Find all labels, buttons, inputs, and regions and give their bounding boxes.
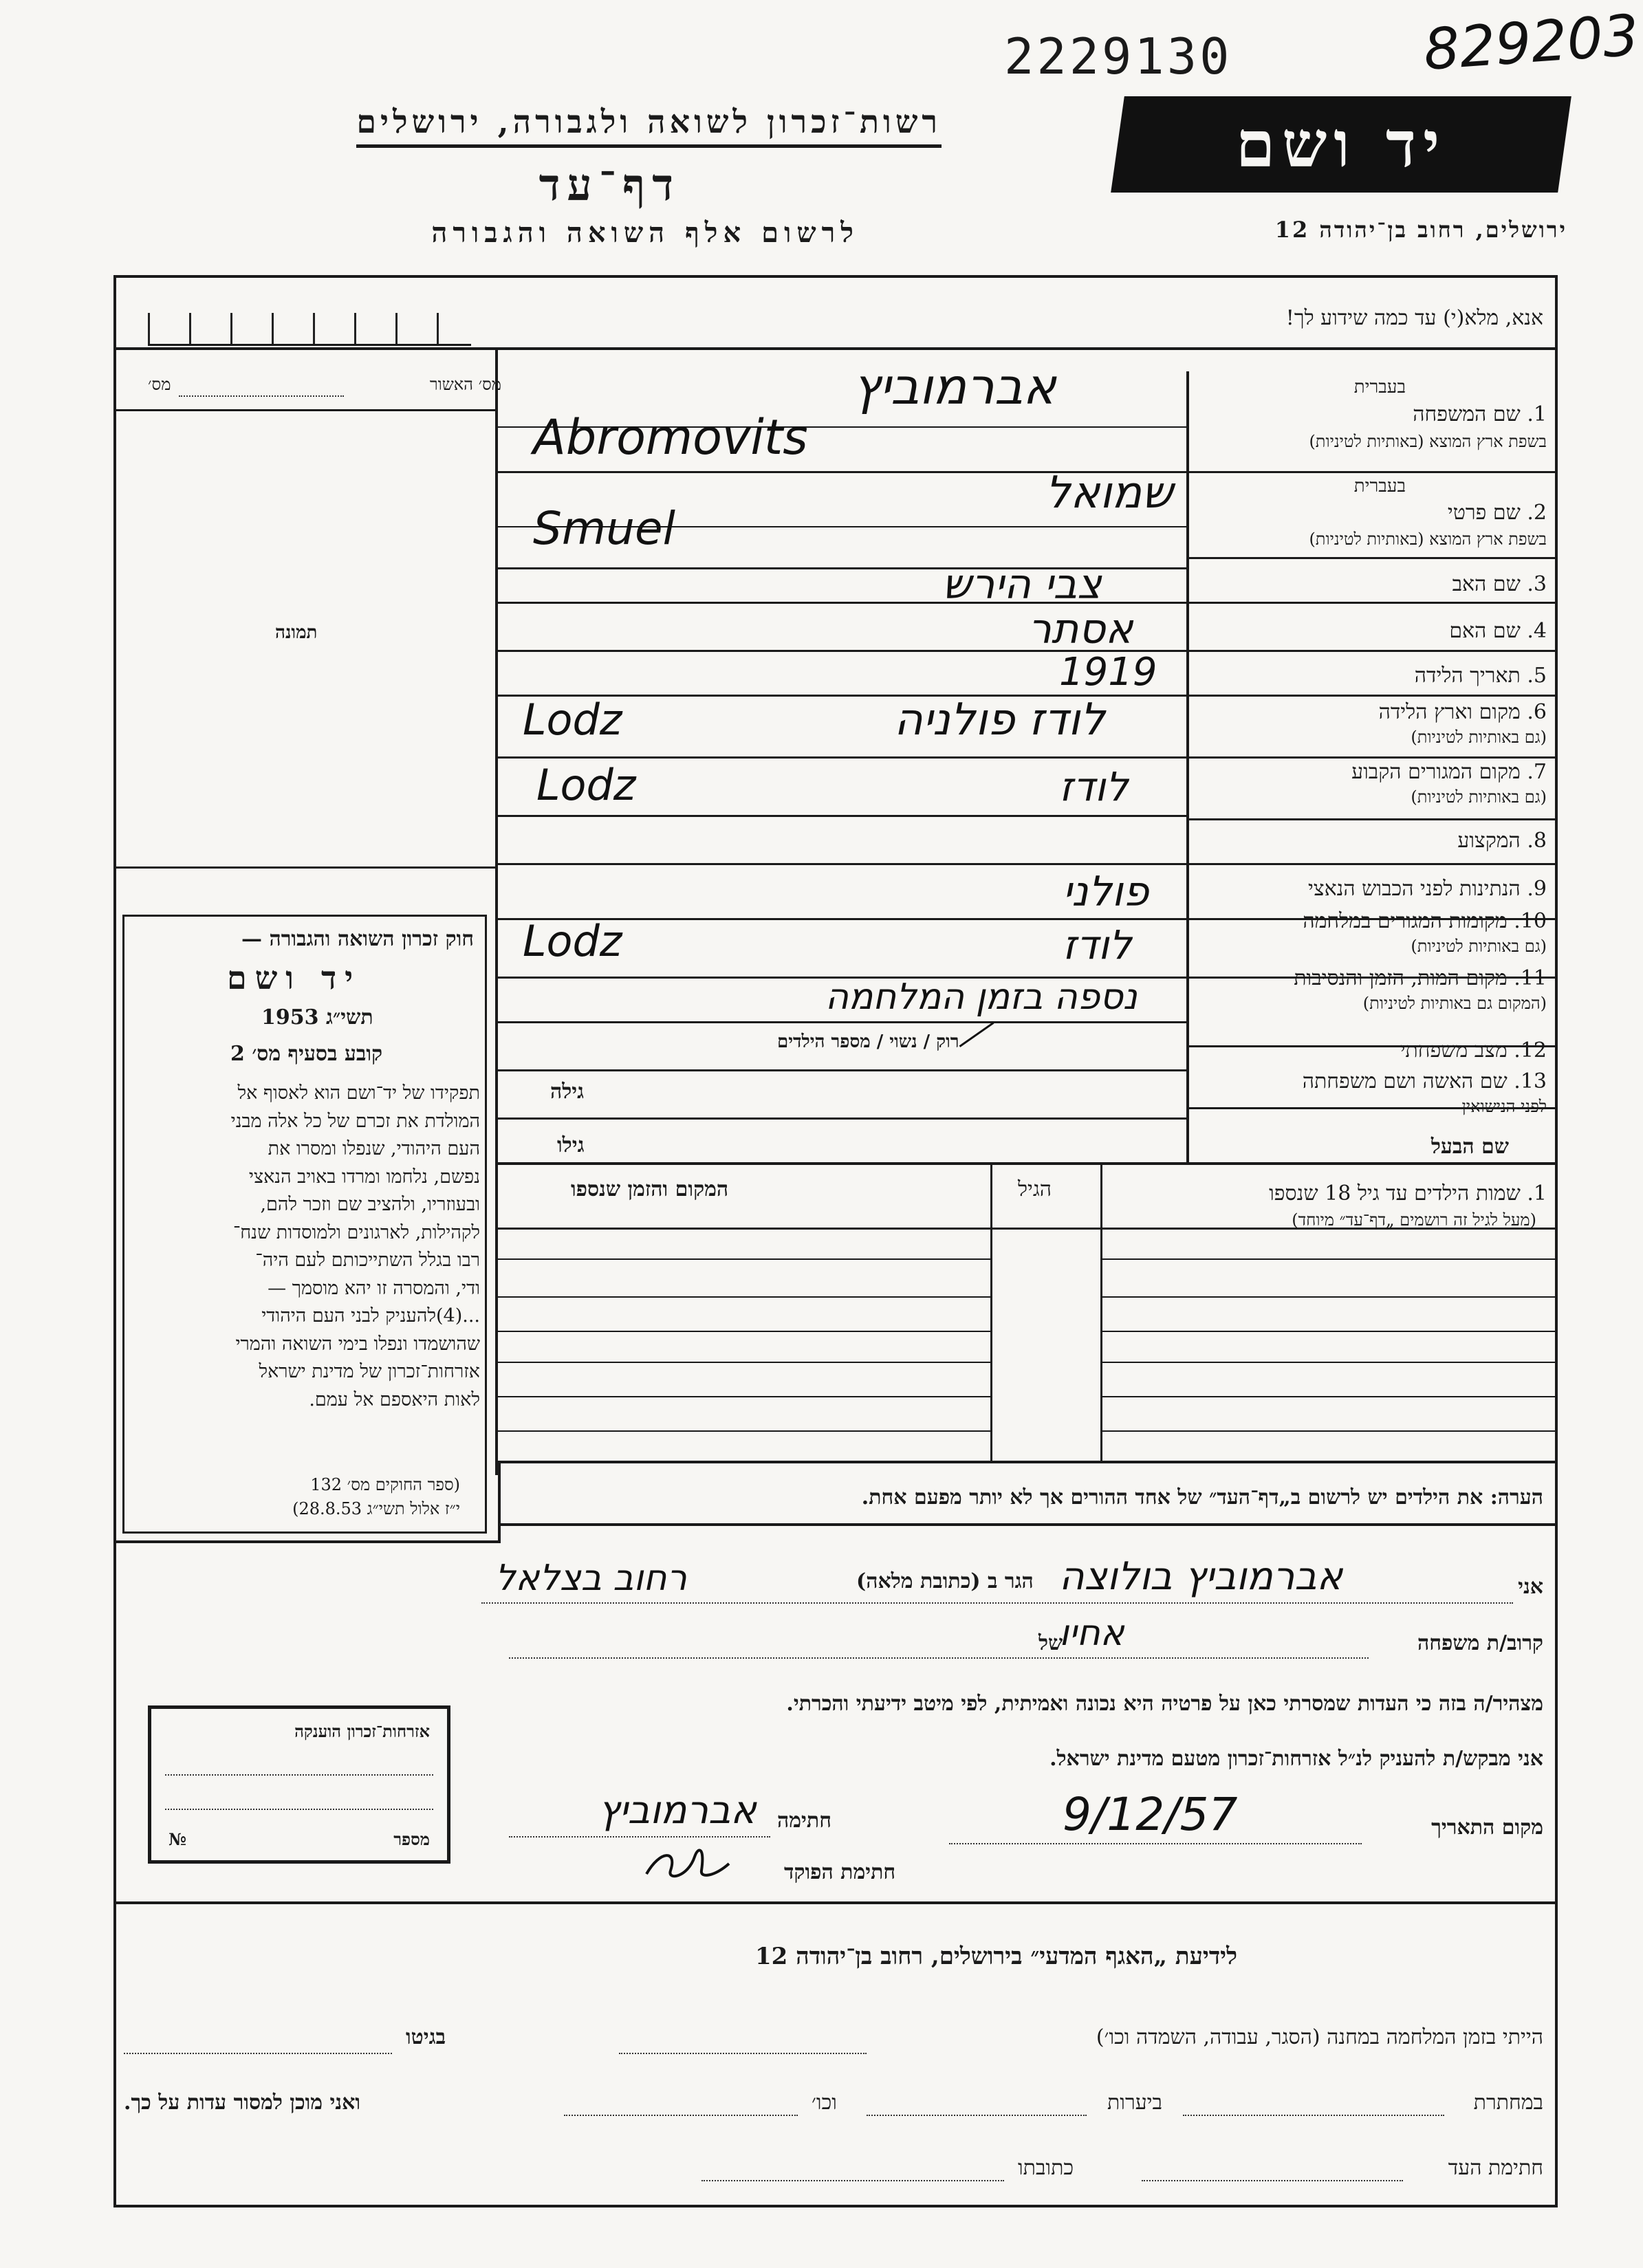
law-line: רבו בגלל השתייכותם לעם היה־ (255, 1250, 480, 1271)
hebrew-label-2: בעברית (1353, 476, 1406, 497)
logo-text: יד ושם (1235, 107, 1447, 182)
law-line: לאות היאספם אל עמם. (309, 1388, 480, 1410)
field-sub-death: (המקום גם באותיות לטיניות) (1362, 994, 1547, 1013)
value-nationality: פולני (1063, 868, 1149, 916)
value-marital-status: רוק / נשוי / מספר הילדים (777, 1032, 959, 1052)
value-wartime-residence-latin: Lodz (523, 916, 622, 966)
law-line: ודי, והמסרה זו יהא מוסמך — (268, 1277, 480, 1299)
decl-i-label: אני (1518, 1575, 1543, 1599)
value-birthplace-hebrew: לודז פולניה (894, 695, 1105, 745)
official-signature-mark (640, 1843, 736, 1884)
law-line: ...(4)להעניק לבני העם היהודי (261, 1305, 480, 1327)
field-sub-residence: (גם באותיות לטיניות) (1411, 787, 1547, 807)
bottom-willing-label: ואני מוכן למסור עדות על כך. (124, 2091, 361, 2115)
age-label-husband: גילו (557, 1133, 585, 1157)
field-label-profession: 8. המקצוע (1457, 829, 1547, 853)
value-residence-hebrew: לודז (1059, 763, 1129, 810)
value-birthplace-latin: Lodz (523, 695, 622, 745)
children-place-header: המקום והזמן שנספו (571, 1177, 729, 1201)
law-text (129, 1080, 480, 1414)
law-line: אזרחות־זכרון של מדינת ישראל (259, 1361, 480, 1382)
field-label-mother: 4. שם האם (1449, 619, 1547, 643)
field-label-death: 11. מקום המות, הזמן והנסיבות (1294, 966, 1547, 990)
bottom-etc-label: וכו׳ (812, 2091, 837, 2115)
field-label-marital-status: 12. מצב משפחתי (1400, 1038, 1547, 1062)
bottom-title: לידיעת „האגף המדעי״ בירושלים, רחוב בן־יהודה 12 (754, 1943, 1237, 1970)
handwritten-doc-number: 829203 (1422, 3, 1641, 83)
field-label-father: 3. שם האב (1452, 572, 1547, 596)
law-line: נפשם, נלחמו ומרדו באויב הנאצי (248, 1166, 480, 1188)
children-names-sub: (מעל לגיל זה רושמים „דף־עד״ מיוחד) (1292, 1210, 1536, 1230)
decl-of-label: של (1038, 1631, 1063, 1655)
field-sub-surname: בשפת ארץ המוצא (באותיות לטיניות) (1309, 432, 1547, 451)
children-names-header: 1. שמות הילדים עד גיל 18 שנספו (1269, 1181, 1547, 1206)
bottom-witness-signature-label: חתימת העד (1448, 2156, 1543, 2180)
law-line: ובעוזריו, ולהציב שם וזכר להם, (260, 1194, 480, 1215)
husband-label: שם הבעל (1430, 1135, 1509, 1159)
law-title-2: יד ושם (227, 959, 362, 996)
note-text: הערה: את הילדים יש לרשום ב„דף־העד״ של אחד ההורים אך לא יותר מפעם אחת. (861, 1485, 1543, 1509)
bottom-address-label: כתובתו (1018, 2156, 1074, 2180)
decl-address-value: רחוב בצלאל (495, 1558, 687, 1599)
law-title-3: תשי״ג 1953 (261, 1005, 373, 1029)
law-title-4: קובע בסעיף מס׳ 2 (230, 1042, 383, 1066)
field-label-birth-date: 5. תאריך הלידה (1414, 664, 1547, 688)
field-label-nationality: 9. הנתינות לפני הכבוש הנאצי (1308, 877, 1547, 901)
law-line: תפקידו של יד־ושם הוא לאסוף אל (237, 1082, 480, 1104)
value-father: צבי הירש (942, 560, 1102, 609)
address: ירושלים, רחוב בן־יהודה 12 (1274, 217, 1567, 243)
field-sub-wartime-residence: (גם באותיות לטיניות) (1411, 937, 1547, 956)
law-line: שהושמדו ונפלו בימי השואה והמרי (235, 1333, 480, 1355)
citizenship-number-label: מספר (393, 1829, 430, 1849)
decl-request: אני מבקש/ת להעניק לנ״ל אזרחות־זכרון מטעם מדינת ישראל. (1049, 1747, 1543, 1771)
decl-relative-label: קרוב/ת משפחה (1417, 1631, 1543, 1655)
decl-name-value: אברמוביץ בולוצה (1059, 1554, 1343, 1599)
num-abbrev: מס׳ (148, 375, 171, 394)
bottom-ghetto-label: בגיטו (406, 2025, 446, 2049)
decl-place-date-label: מקום התאריך (1431, 1816, 1543, 1840)
field-label-birthplace: 6. מקום וארץ הלידה (1378, 700, 1547, 724)
decl-signature-value: אברמוביץ (598, 1788, 757, 1833)
authority-title: רשות־זכרון לשואה ולגבורה, ירושלים (356, 103, 942, 148)
bottom-underground-label: במחתרת (1473, 2091, 1543, 2115)
decl-relation-value: אחיו (1059, 1613, 1124, 1654)
field-label-wife-name: 13. שם האשה ושם משפחתה (1302, 1069, 1547, 1093)
approval-number-label: מס׳ האשור (429, 375, 501, 394)
typed-doc-number: 2229130 (1004, 28, 1232, 85)
citizenship-title: אזרחות־זכרון הוענקה (294, 1721, 430, 1741)
form-subtitle: לרשום אלף השואה והגבורה (431, 217, 859, 249)
field-label-wartime-residence: 10. מקומות המגורים במלחמה (1303, 909, 1547, 933)
value-wartime-residence-hebrew: לודז (1063, 922, 1132, 968)
law-title-1: חוק זכרון השואה והגבורה — (241, 927, 474, 951)
value-death: נספה בזמן המלחמה (825, 977, 1138, 1018)
law-line: המולדת את זכרם של כל אלה מבני (230, 1110, 480, 1132)
value-first-name-hebrew: שמואל (1045, 468, 1173, 519)
law-footnote-2: י״ז אלול תשי״ג 28.8.53) (292, 1499, 460, 1518)
field-sub-first-name: בשפת ארץ המוצא (באותיות לטיניות) (1309, 530, 1547, 549)
value-residence-latin: Lodz (536, 760, 636, 810)
decl-statement: מצהיר/ה בזה כי העדות שמסרתי כאן על פרטיה היא נכונה ואמיתית, לפי מיטב ידיעתי והכרתי. (786, 1692, 1543, 1716)
field-sub-birthplace: (גם באותיות לטיניות) (1411, 728, 1547, 747)
photo-label: תמונה (275, 622, 318, 643)
bottom-forests-label: ביערות (1107, 2091, 1163, 2115)
field-sub-wife-name: לפני הנישואין (1461, 1097, 1547, 1116)
value-birth-date: 1919 (1059, 650, 1157, 695)
age-label-wife: גילה (550, 1080, 585, 1104)
bottom-camp-label: הייתי בזמן המלחמה במחנה (הסגר, עבודה, השמדה וכו׳) (1096, 2025, 1543, 2049)
field-label-surname: 1. שם המשפחה (1413, 402, 1547, 426)
form-title: דף־עד (538, 160, 680, 211)
intro-text: אנא, מלא(י) עד כמה שידוע לך! (1285, 306, 1543, 330)
official-signature-label: חתימת הפוקד (784, 1860, 896, 1884)
decl-date-value: 9/12/57 (1063, 1788, 1238, 1841)
decl-resident-label: הגר ב (כתובת מלאה) (856, 1569, 1034, 1593)
value-surname-latin: Abromovits (533, 409, 808, 466)
law-footnote-1: (ספר החוקים מס׳ 132 (310, 1475, 460, 1494)
barcode-ticks (148, 306, 471, 346)
value-surname-hebrew: אברמוביץ (853, 358, 1056, 415)
value-first-name-latin: Smuel (533, 502, 675, 555)
hebrew-label-1: בעברית (1353, 377, 1406, 397)
children-age-header: הגיל (1018, 1177, 1052, 1201)
field-label-first-name: 2. שם פרטי (1447, 501, 1547, 525)
field-label-residence: 7. מקום המגורים הקבוע (1351, 760, 1547, 784)
law-line: העם היהודי, שנפלו ומסרו את (268, 1138, 480, 1159)
num-sign: № (168, 1829, 187, 1849)
yad-vashem-logo (1111, 96, 1571, 193)
decl-signature-label: חתימה (777, 1809, 831, 1833)
value-mother: אסתר (1028, 605, 1133, 653)
law-line: לקהילות, לארגונים ולמוסדות שנח־ (232, 1221, 480, 1243)
citizenship-box (148, 1705, 450, 1864)
